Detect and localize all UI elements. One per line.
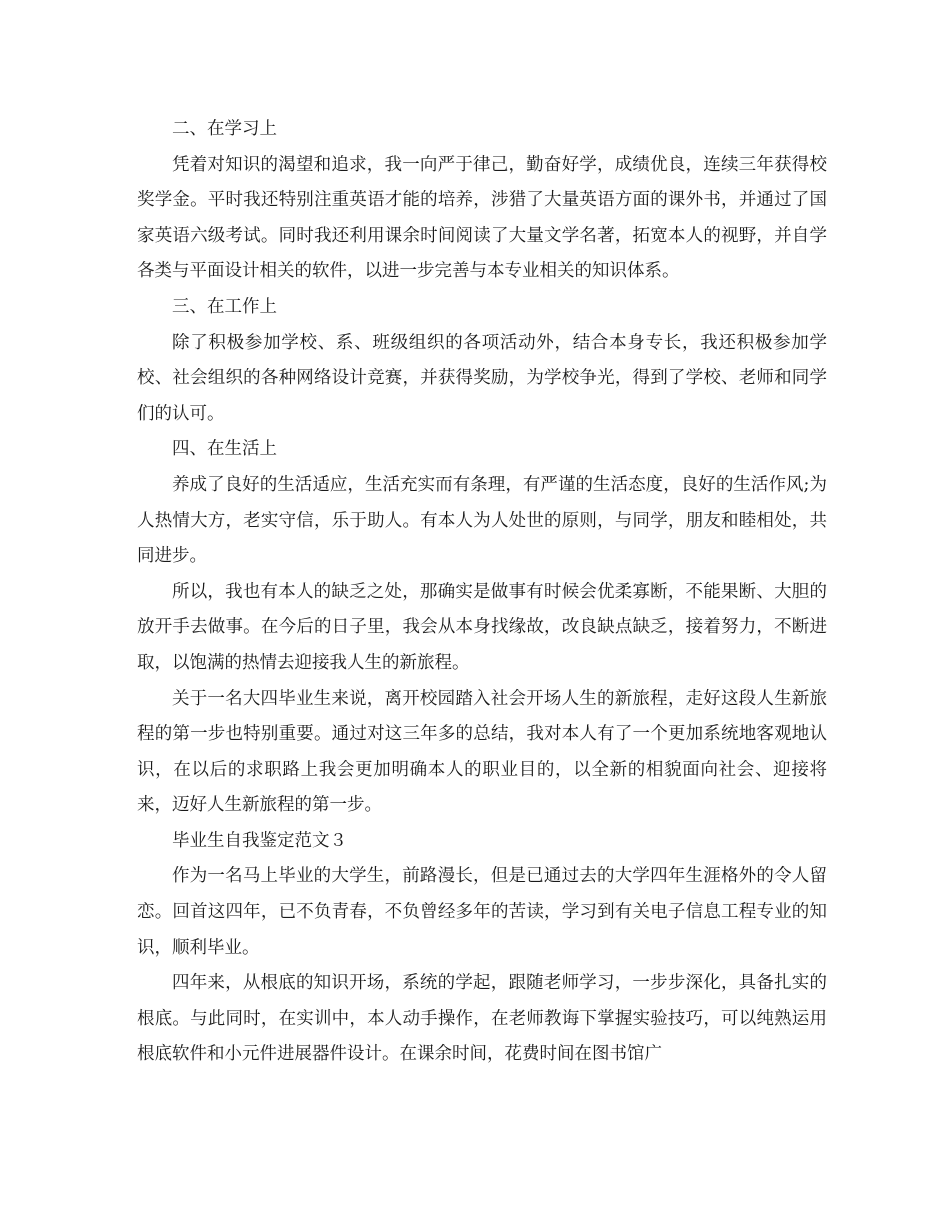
paragraph-shortcomings: 所以，我也有本人的缺乏之处，那确实是做事有时候会优柔寡断，不能果断、大胆的放开手去做事。在今后的日子里，我会从本身找缘故，改良缺点缺乏，接着努力，不断进取，以饱满的热情去迎接我人生的新旅程。 bbox=[137, 581, 827, 673]
document-body bbox=[137, 112, 827, 1073]
paragraph-study: 凭着对知识的渴望和追求，我一向严于律己，勤奋好学，成绩优良，连续三年获得校奖学金。平时我还特别注重英语才能的培养，涉猎了大量英语方面的课外书，并通过了国家英语六级考试。同时我还利用课余时间阅读了大量文学名著，拓宽本人的视野，并自学各类与平面设计相关的软件，以进一步完善与本专业相关的知识体系。 bbox=[137, 154, 827, 282]
paragraph-conclusion: 关于一名大四毕业生来说，离开校园踏入社会开场人生的新旅程，走好这段人生新旅程的第一步也特别重要。通过对这三年多的总结，我对本人有了一个更加系统地客观地认识，在以后的求职路上我会更加明确本人的职业目的，以全新的相貌面向社会、迎接将来，迈好人生新旅程的第一步。 bbox=[137, 688, 827, 816]
section-heading-work: 三、在工作上 bbox=[172, 296, 277, 317]
essay-title: 毕业生自我鉴定范文３ bbox=[172, 830, 347, 851]
paragraph-intro: 作为一名马上毕业的大学生，前路漫长，但是已通过去的大学四年生涯格外的令人留恋。回首这四年，已不负青春，不负曾经多年的苦读，学习到有关电子信息工程专业的知识，顺利毕业。 bbox=[137, 866, 827, 958]
section-heading-life: 四、在生活上 bbox=[172, 439, 277, 460]
paragraph-life: 养成了良好的生活适应，生活充实而有条理，有严谨的生活态度，良好的生活作风;为人热情大方，老实守信，乐于助人。有本人为人处世的原则，与同学，朋友和睦相处，共同进步。 bbox=[137, 474, 827, 567]
paragraph-work: 除了积极参加学校、系、班级组织的各项活动外，结合本身专长，我还积极参加学校、社会组织的各种网络设计竞赛，并获得奖励，为学校争光，得到了学校、老师和同学们的认可。 bbox=[137, 332, 827, 424]
paragraph-four-years: 四年来，从根底的知识开场，系统的学起，跟随老师学习，一步步深化，具备扎实的根底。与此同时，在实训中，本人动手操作，在老师教诲下掌握实验技巧，可以纯熟运用根底软件和小元件进展器件设计。在课余时间，花费时间在图书馆广 bbox=[137, 973, 827, 1065]
section-heading-study: 二、在学习上 bbox=[172, 119, 277, 139]
